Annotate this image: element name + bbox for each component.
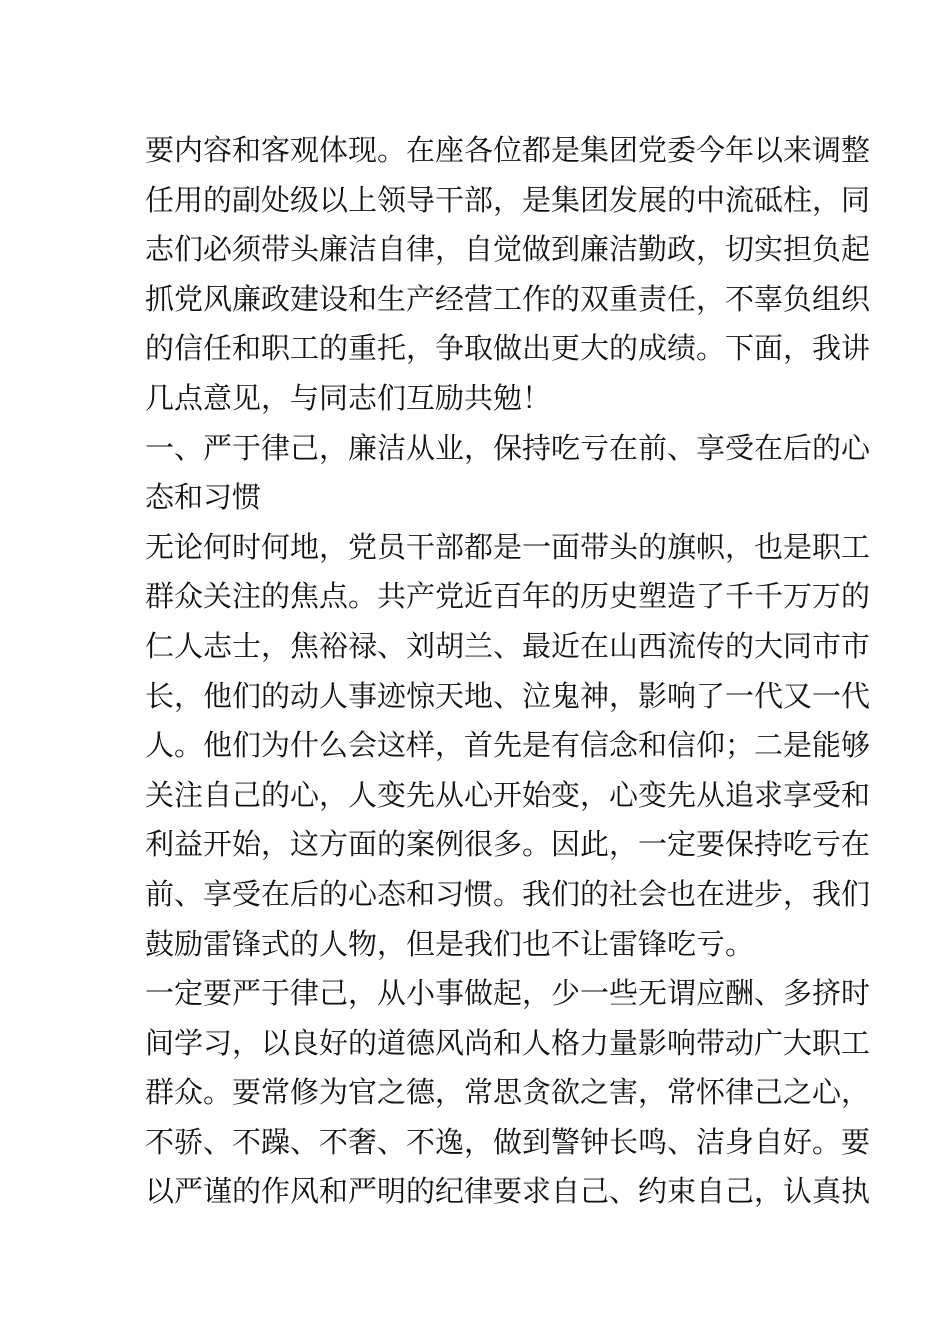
text-line: 的信任和职工的重托，争取做出更大的成绩。下面，我讲	[145, 331, 871, 366]
text-line: 利益开始，这方面的案例很多。因此，一定要保持吃亏在	[145, 827, 871, 862]
text-line: 群众关注的焦点。共产党近百年的历史塑造了千千万万的	[145, 579, 871, 614]
text-line: 鼓励雷锋式的人物，但是我们也不让雷锋吃亏。	[145, 926, 755, 961]
text-line: 前、享受在后的心态和习惯。我们的社会也在进步，我们	[145, 876, 871, 911]
text-line: 要内容和客观体现。在座各位都是集团党委今年以来调整	[145, 133, 871, 167]
text-line: 几点意见，与同志们互励共勉！	[145, 380, 552, 415]
section-heading-line: 态和习惯	[145, 480, 262, 515]
text-line: 抓党风廉政建设和生产经营工作的双重责任，不辜负组织	[145, 281, 871, 316]
text-line: 关注自己的心，人变先从心开始变，心变先从追求享受和	[145, 777, 871, 812]
text-line: 长，他们的动人事迹惊天地、泣鬼神，影响了一代又一代	[145, 678, 871, 713]
text-line: 间学习，以良好的道德风尚和人格力量影响带动广大职工	[145, 1025, 871, 1060]
text-line: 无论何时何地，党员干部都是一面带头的旗帜，也是职工	[145, 529, 871, 564]
text-line: 一定要严于律己，从小事做起，少一些无谓应酬、多挤时	[145, 976, 871, 1011]
section-heading-line: 一、严于律己，廉洁从业，保持吃亏在前、享受在后的心	[145, 430, 871, 465]
text-line: 人。他们为什么会这样，首先是有信念和信仰；二是能够	[145, 728, 871, 763]
text-line: 志们必须带头廉洁自律，自觉做到廉洁勤政，切实担负起	[145, 232, 871, 267]
text-line: 任用的副处级以上领导干部，是集团发展的中流砥柱，同	[145, 182, 871, 217]
text-line: 群众。要常修为官之德，常思贪欲之害，常怀律己之心，	[145, 1075, 871, 1110]
body-text	[145, 126, 871, 1217]
text-line: 不骄、不躁、不奢、不逸，做到警钟长鸣、洁身自好。要	[145, 1124, 871, 1159]
text-line: 以严谨的作风和严明的纪律要求自己、约束自己，认真执	[145, 1174, 871, 1209]
text-line: 仁人志士，焦裕禄、刘胡兰、最近在山西流传的大同市市	[145, 628, 871, 663]
